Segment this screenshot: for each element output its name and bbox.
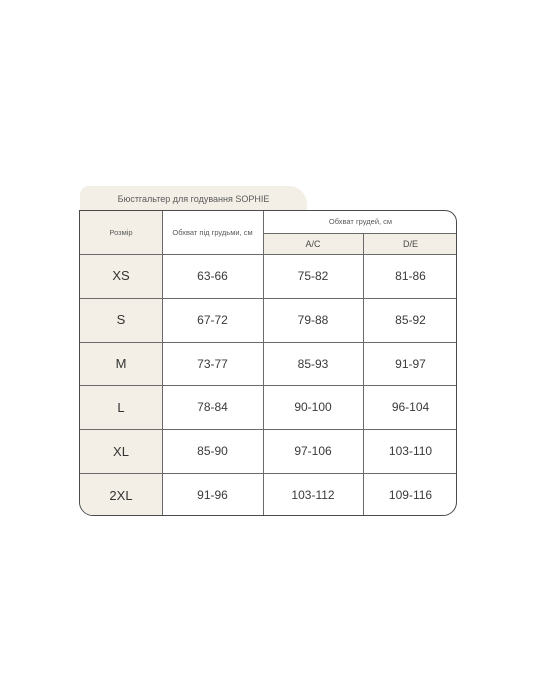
cup-de-cell: 91-97: [395, 356, 426, 371]
size-cell: S: [116, 312, 126, 328]
grid-line: [263, 211, 264, 516]
grid-line: [80, 298, 457, 299]
size-cell: XL: [113, 443, 129, 459]
cup-ac-cell: 85-93: [297, 356, 329, 371]
grid-line: [80, 342, 457, 343]
underbust-cell: 78-84: [197, 400, 228, 415]
header-cup-de-label: D/E: [402, 238, 418, 249]
header-cup-de: [363, 233, 457, 254]
underbust-cell: 85-90: [197, 444, 228, 459]
cup-de-cell: 96-104: [391, 400, 430, 415]
table-title: Бюстгальтер для годування SOPHIE: [117, 194, 270, 204]
cup-de-cell: 85-92: [395, 312, 426, 327]
size-cell: 2XL: [109, 487, 133, 503]
cup-de-cell: 103-110: [388, 444, 433, 459]
grid-line: [263, 233, 457, 234]
cup-de-cell: 81-86: [395, 268, 426, 283]
header-cup-ac-label: A/C: [305, 238, 321, 249]
cup-ac-cell: 97-106: [294, 444, 332, 459]
size-cell: XS: [112, 268, 130, 284]
grid-line: [80, 473, 457, 474]
grid-line: [80, 429, 457, 430]
header-underbust: [162, 211, 263, 254]
grid-line: [80, 254, 457, 255]
cup-ac-cell: 75-82: [297, 268, 329, 283]
size-cell: M: [115, 356, 127, 372]
header-size: [80, 211, 162, 254]
cup-ac-cell: 79-88: [297, 312, 329, 327]
header-bust: [263, 211, 457, 233]
cup-de-cell: 109-116: [388, 488, 433, 503]
underbust-cell: 63-66: [197, 268, 228, 283]
table-title-tab: [80, 186, 307, 212]
header-cup-ac: [263, 233, 363, 254]
cup-ac-cell: 90-100: [294, 400, 332, 415]
size-cell: L: [117, 399, 125, 415]
cup-ac-cell: 103-112: [291, 488, 335, 503]
header-bust-label: Обхват грудей, см: [328, 217, 393, 226]
underbust-cell: 67-72: [197, 312, 228, 327]
header-size-label: Розмір: [109, 227, 133, 237]
underbust-cell: 73-77: [197, 356, 228, 371]
size-chart-table: [79, 210, 457, 516]
header-underbust-label: Обхват під грудьми, см: [172, 227, 253, 237]
grid-line: [162, 211, 163, 516]
grid-line: [80, 385, 457, 386]
underbust-cell: 91-96: [197, 488, 228, 503]
